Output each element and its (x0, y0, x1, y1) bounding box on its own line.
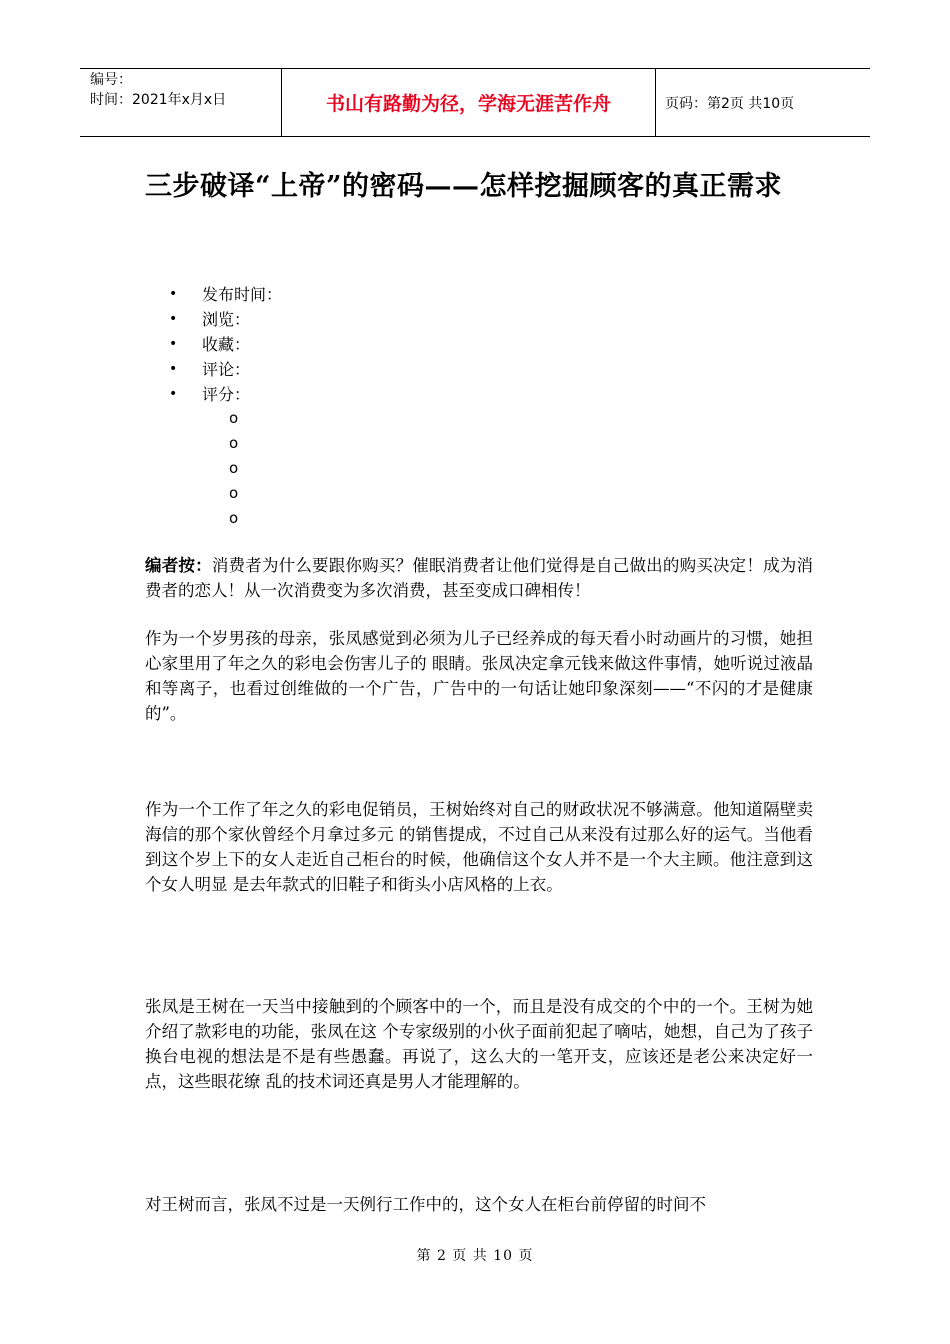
meta-item-rating: • 评分： (145, 382, 282, 407)
paragraph-2: 作为一个工作了年之久的彩电促销员，王树始终对自己的财政状况不够满意。他知道隔壁卖海信的那个家伙曾经个月拿过多元 的销售提成，不过自己从来没有过那么好的运气。当他看到这个岁上下的女人走近自己柜台的时候，他确信这个女人并不是一个大主顾。他注意到这个女人明显 是去年款式的旧鞋子和街头小店风格的上衣。 (145, 800, 813, 894)
bullet-icon: • (169, 361, 178, 377)
rating-sublist (229, 406, 238, 531)
page-footer: 第 2 页 共 10 页 (416, 1248, 534, 1264)
bullet-icon: • (169, 386, 178, 402)
editor-note-text: 消费者为什么要跟你购买？催眠消费者让他们觉得是自己做出的购买决定！成为消费者的恋人！从一次消费变为多次消费，甚至变成口碑相传！ (145, 556, 814, 600)
document-header (80, 68, 870, 137)
editor-note (145, 553, 813, 603)
meta-item-favorites: • 收藏： (145, 332, 282, 357)
bullet-icon: • (169, 311, 178, 327)
rating-item[interactable]: o (229, 459, 239, 477)
paragraph-1: 作为一个岁男孩的母亲，张凤感觉到必须为儿子已经养成的每天看小时动画片的习惯，她担心家里用了年之久的彩电会伤害儿子的 眼睛。张凤决定拿元钱来做这件事情，她听说过液晶和等离子，也看过创维做的一个广告，广告中的一句话让她印象深刻——“不闪的才是健康的”。 (145, 629, 813, 723)
bullet-icon: • (169, 336, 178, 352)
rating-item[interactable]: o (229, 434, 239, 452)
date-label: 时间：2021年x月x日 (90, 92, 227, 108)
code-label: 编号： (90, 72, 132, 88)
meta-item-publish-time: • 发布时间： (145, 282, 282, 307)
article-title: 三步破译“上帝”的密码——怎样挖掘顾客的真正需求 (145, 171, 783, 202)
paragraph-4: 对王树而言，张凤不过是一天例行工作中的，这个女人在柜台前停留的时间不 (145, 1195, 706, 1214)
header-info-cell (80, 69, 281, 136)
article-meta-list (145, 282, 282, 407)
rating-item[interactable]: o (229, 484, 239, 502)
rating-item[interactable]: o (229, 409, 239, 427)
rating-item[interactable]: o (229, 509, 239, 527)
bullet-icon: • (169, 286, 178, 302)
meta-item-views: • 浏览： (145, 307, 282, 332)
header-motto: 书山有路勤为径，学海无涯苦作舟 (281, 69, 656, 136)
meta-item-comments: • 评论： (145, 357, 282, 382)
paragraph-3: 张凤是王树在一天当中接触到的个顾客中的一个，而且是没有成交的个中的一个。王树为她介绍了款彩电的功能，张凤在这 个专家级别的小伙子面前犯起了嘀咕，她想，自己为了孩子换台电视的想法是不是有些愚蠢。再说了，这么大的一笔开支，应该还是老公来决定好一点，这些眼花缭 乱的技术词还真是男人才能理解的。 (145, 997, 813, 1091)
editor-label: 编者按： (145, 556, 212, 575)
header-page-label: 页码：第2页 共10页 (665, 95, 795, 112)
